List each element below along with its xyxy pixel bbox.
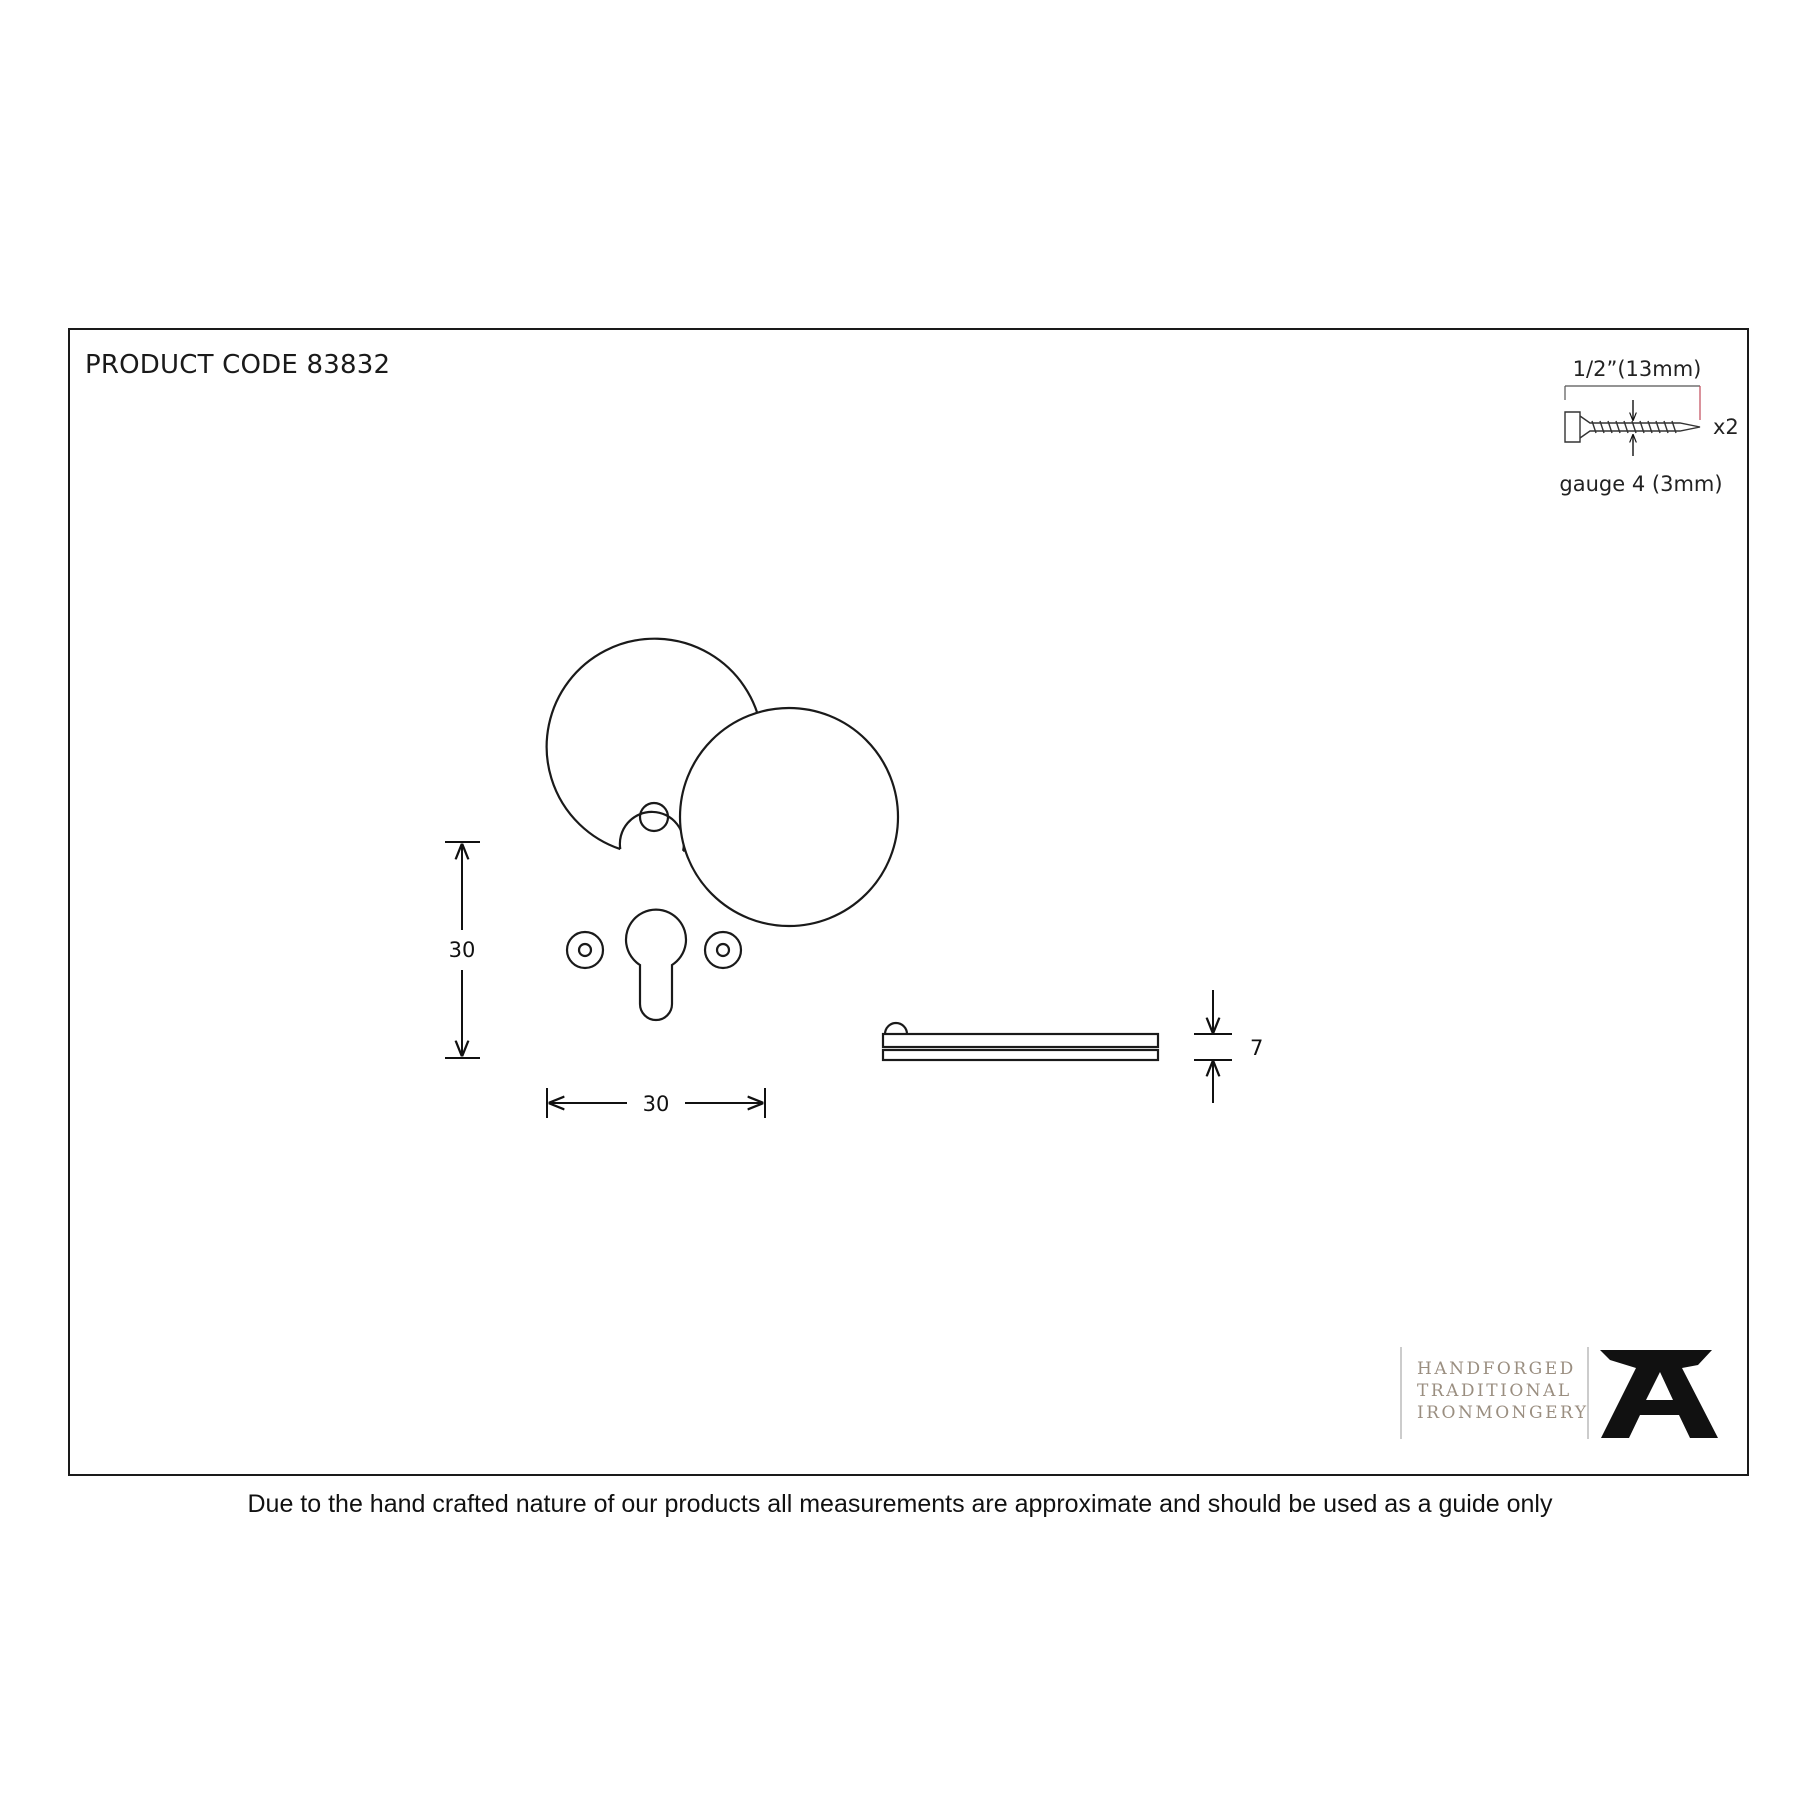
screw-gauge-label: gauge 4 (3mm) (1559, 472, 1723, 496)
anvil-a-logo-icon (1600, 1350, 1718, 1438)
side-back-plate (883, 1050, 1158, 1060)
brand-line-2: TRADITIONAL (1417, 1381, 1572, 1401)
screw-hole-right (705, 932, 741, 968)
depth-dimension-label: 7 (1250, 1036, 1264, 1060)
screw-length-label: 1/2”(13mm) (1572, 357, 1702, 381)
escutcheon-front-view (547, 639, 898, 1020)
pivot-rivet (640, 803, 668, 831)
escutcheon-side-view (883, 1023, 1158, 1060)
depth-dimension (1194, 990, 1232, 1103)
side-cover-plate (883, 1034, 1158, 1047)
screw-hole-left (567, 932, 603, 968)
product-code: PRODUCT CODE 83832 (85, 350, 391, 380)
height-dimension-label: 30 (448, 938, 476, 962)
swing-cover (680, 708, 898, 926)
brand-line-1: HANDFORGED (1417, 1359, 1576, 1379)
screw-quantity-label: x2 (1713, 415, 1739, 439)
width-dimension-label: 30 (642, 1092, 670, 1116)
keyhole-icon (626, 910, 686, 1020)
brand-line-3: IRONMONGERY (1417, 1403, 1589, 1423)
screw-hole-left-inner (579, 944, 591, 956)
disclaimer-text: Due to the hand crafted nature of our products all measurements are approximate and should be used as a guide only (247, 1490, 1553, 1518)
side-pivot-bump (885, 1023, 907, 1034)
screw-hole-right-inner (717, 944, 729, 956)
